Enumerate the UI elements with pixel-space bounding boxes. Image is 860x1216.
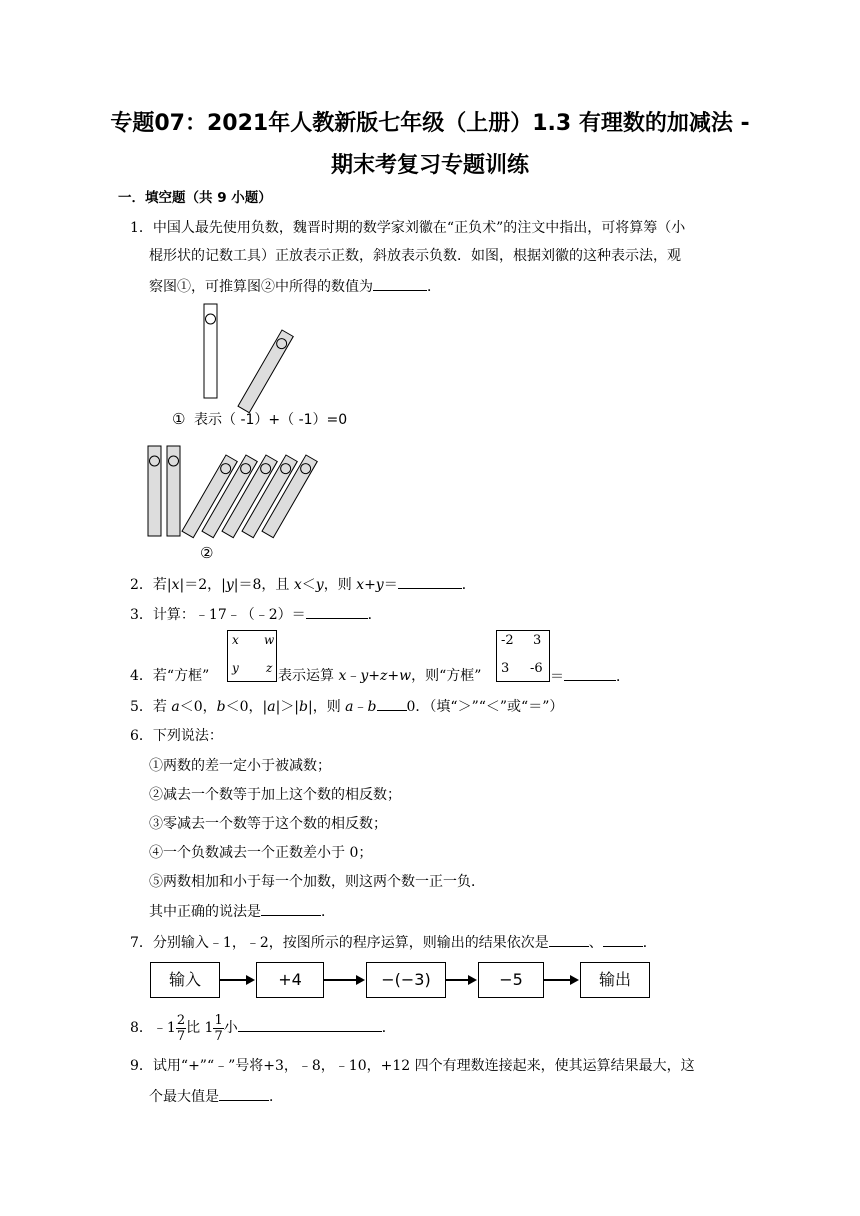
q6-item-4: ④一个负数减去一个正数差小于 0； xyxy=(149,845,373,861)
q4-text-j: ，则“方框” xyxy=(411,668,482,684)
q2-eq: ＝ xyxy=(383,577,398,593)
q8-text-a: 8．﹣1 xyxy=(130,1020,176,1036)
q4-box2-tl: -2 xyxy=(501,633,514,648)
flow-plus4-box: +4 xyxy=(256,962,324,998)
q1-line2: 棍形状的记数工具）正放表示正数，斜放表示负数．如图，根据刘徽的这种表示法，观 xyxy=(149,248,681,264)
flow-arrow-3 xyxy=(445,979,469,981)
flow-arrowhead-1 xyxy=(246,975,255,985)
q8-f2-numerator: 1 xyxy=(214,1012,223,1028)
q5-var-a: a xyxy=(171,699,180,715)
q6-conclusion xyxy=(149,901,335,922)
q4-line-middle xyxy=(278,666,481,686)
flow-arrowhead-4 xyxy=(570,975,579,985)
flow-arrowhead-2 xyxy=(356,975,365,985)
section-heading: 一．填空题（共 9 小题） xyxy=(118,190,272,206)
q5-text-m: 0．（填“＞”“＜”或“＝”） xyxy=(406,699,564,715)
q9-end: ． xyxy=(269,1089,283,1105)
flow-output-box: 输出 xyxy=(580,962,650,998)
q3-text: 3．计算：﹣17﹣（﹣2）＝ xyxy=(130,607,306,623)
q4-plus1: + xyxy=(368,668,381,684)
fig2-label: ② xyxy=(200,544,214,562)
counting-rods-figure xyxy=(130,298,370,568)
q1-answer-blank xyxy=(373,276,427,291)
q7-text: 7．分别输入﹣1，﹣2，按图所示的程序运算，则输出的结果依次是 xyxy=(130,935,549,951)
q4-box2-bl: 3 xyxy=(501,661,510,676)
q5-text-i: |，则 xyxy=(308,699,346,715)
q6-answer-blank xyxy=(261,901,321,916)
q4-var-z: z xyxy=(380,668,388,684)
q9-answer-blank xyxy=(219,1086,269,1101)
flow-arrow-2 xyxy=(323,979,357,981)
q4-box1-bl: y xyxy=(232,661,239,675)
q5-text-a: 5．若 xyxy=(130,699,172,715)
q6-end: ． xyxy=(321,904,335,920)
q4-eq: ＝ xyxy=(550,669,564,685)
q1-end: ． xyxy=(427,279,441,295)
q4-box1-tr: w xyxy=(264,633,275,647)
q8-f2-denominator: 7 xyxy=(214,1028,223,1044)
q8-line xyxy=(130,1012,396,1044)
q9-line2-text: 个最大值是 xyxy=(149,1089,219,1105)
q5-text-g: |＞| xyxy=(275,699,300,715)
q2-var-y2: y xyxy=(315,577,324,593)
fig1-caption: 表示（ -1）+（ -1）=0 xyxy=(194,412,348,428)
q3-line xyxy=(130,604,382,625)
q8-text-b: 比 1 xyxy=(186,1020,214,1036)
q5-text-e: ＜0，| xyxy=(225,699,268,715)
fig1-upright-rod xyxy=(204,304,217,398)
flow-minus-neg3-box: −(−3) xyxy=(366,962,446,998)
q4-box2-tr: 3 xyxy=(533,633,542,648)
q5-var-a2: a xyxy=(267,699,276,715)
q4-box-numbers xyxy=(496,630,550,682)
q4-line-end xyxy=(550,666,630,687)
flow-minus5-box: −5 xyxy=(478,962,544,998)
q2-var-x: x xyxy=(171,577,180,593)
q4-box1-br: z xyxy=(266,661,273,675)
q8-f1-numerator: 2 xyxy=(176,1012,186,1028)
q2-text-i: ，则 xyxy=(323,577,357,593)
q8-fraction-1 xyxy=(176,1013,186,1044)
q5-var-b2: b xyxy=(299,699,308,715)
q2-var-y3: y xyxy=(375,577,384,593)
q8-end: ． xyxy=(381,1020,396,1036)
q4-text-a: 4．若“方框” xyxy=(130,668,210,684)
q5-answer-blank xyxy=(377,696,407,711)
q2-text-c: |＝2，| xyxy=(179,577,226,593)
q5-var-b3: b xyxy=(367,699,377,715)
q7-line xyxy=(130,932,657,953)
q6-item-2: ②减去一个数等于加上这个数的相反数； xyxy=(149,787,401,803)
q6-item-1: ①两数的差一定小于被减数； xyxy=(149,758,331,774)
q4-answer-blank xyxy=(564,666,616,681)
fig2-upright-rod-2 xyxy=(167,446,180,536)
fig2-upright-rod-1 xyxy=(148,446,161,536)
fig1-slanted-rod xyxy=(238,330,293,413)
q2-var-x2: x xyxy=(293,577,302,593)
q7-answer-blank-1 xyxy=(549,932,589,947)
q2-end: ． xyxy=(461,577,476,593)
q5-line xyxy=(130,696,563,717)
q2-text-e: |＝8，且 xyxy=(233,577,294,593)
q6-conclusion-text: 其中正确的说法是 xyxy=(149,904,261,920)
q1-line1: 1．中国人最先使用负数，魏晋时期的数学家刘徽在“正负术”的注文中指出，可将算筹（小 xyxy=(130,220,686,236)
q6-intro: 6．下列说法： xyxy=(130,728,223,744)
q7-answer-blank-2 xyxy=(603,932,643,947)
q4-box1-tl: x xyxy=(232,633,239,647)
q7-end: ． xyxy=(642,935,657,951)
q2-text-a: 2．若| xyxy=(130,577,172,593)
flow-arrow-4 xyxy=(543,979,571,981)
q4-box-variables xyxy=(227,630,277,682)
q2-plus: + xyxy=(364,577,376,593)
q1-line3-text: 察图①，可推算图②中所得的数值为 xyxy=(149,279,373,295)
fig1-label: ① xyxy=(172,410,186,428)
q2-var-y: y xyxy=(225,577,234,593)
q2-var-x3: x xyxy=(356,577,365,593)
q9-line2 xyxy=(149,1086,283,1107)
q2-line xyxy=(130,574,476,595)
q4-var-x: x xyxy=(338,668,347,684)
q3-answer-blank xyxy=(306,604,368,619)
q4-plus2: + xyxy=(387,668,400,684)
q7-sep: 、 xyxy=(588,935,603,951)
flow-input-box: 输入 xyxy=(150,962,220,998)
flow-arrow-1 xyxy=(219,979,247,981)
q4-box2-br: -6 xyxy=(530,661,543,676)
q2-lt: ＜ xyxy=(301,577,316,593)
q4-minus: ﹣ xyxy=(346,668,361,684)
q5-var-a3: a xyxy=(345,699,354,715)
q4-var-y: y xyxy=(360,668,369,684)
q3-end: ． xyxy=(367,607,382,623)
q6-item-3: ③零减去一个数等于这个数的相反数； xyxy=(149,816,387,832)
q4-var-w: w xyxy=(399,668,412,684)
q9-line1: 9．试用“+”“﹣”号将+3，﹣8，﹣10，+12 四个有理数连接起来，使其运算结果最大，这 xyxy=(130,1058,695,1074)
q8-f1-denominator: 7 xyxy=(176,1028,186,1044)
q5-text-c: ＜0， xyxy=(179,699,217,715)
page-title-line2: 期末考复习专题训练 xyxy=(330,153,529,178)
q8-fraction-2 xyxy=(213,1013,223,1044)
q8-text-c: 小 xyxy=(223,1020,238,1036)
q4-text-b: 表示运算 xyxy=(278,668,339,684)
page-title-line1: 专题07：2021年人教新版七年级（上册）1.3 有理数的加减法 - xyxy=(110,111,750,136)
q6-item-5: ⑤两数相加和小于每一个加数，则这两个数一正一负． xyxy=(149,874,485,890)
q1-line3 xyxy=(149,276,441,297)
q2-answer-blank xyxy=(398,574,462,589)
q5-minus: ﹣ xyxy=(353,699,368,715)
flow-arrowhead-3 xyxy=(468,975,477,985)
q5-var-b: b xyxy=(216,699,226,715)
q4-end: ． xyxy=(616,669,630,685)
q8-answer-blank xyxy=(238,1017,382,1032)
